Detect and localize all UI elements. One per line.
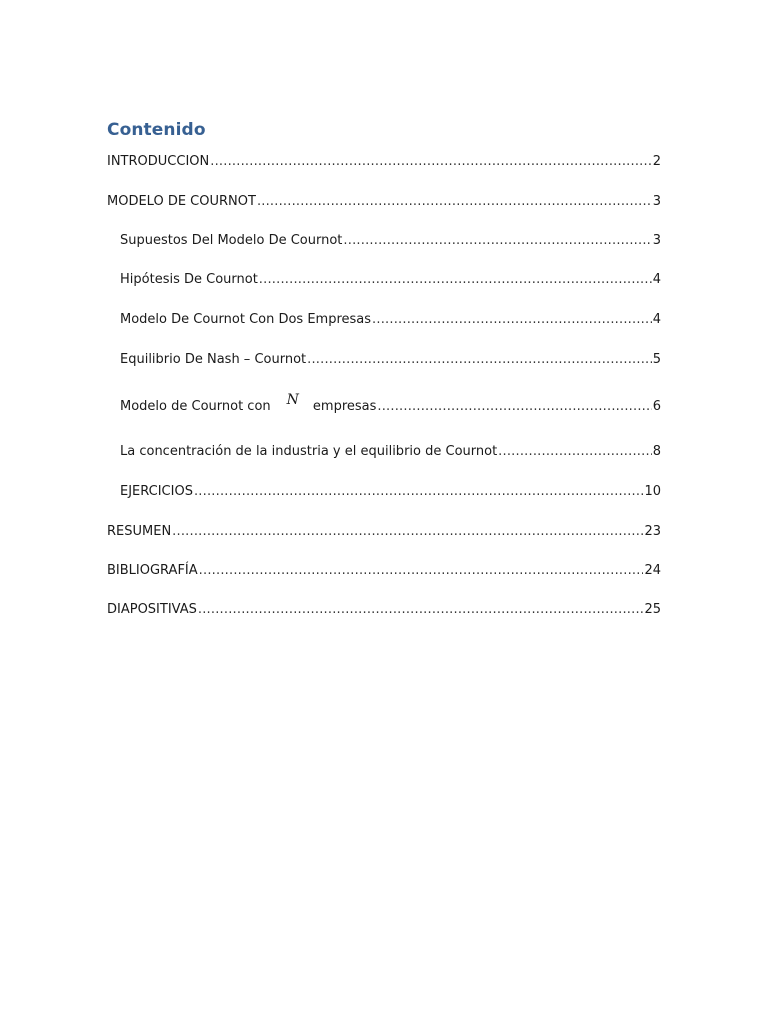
toc-entry-bibliografia[interactable] [107, 563, 661, 579]
toc-entry-page: 5 [652, 352, 661, 367]
toc-entry-title: Supuestos Del Modelo De Cournot [120, 233, 343, 248]
toc-entry-title [120, 392, 377, 415]
dot-leader [343, 233, 651, 249]
toc-entry-concentracion[interactable] [120, 444, 661, 460]
toc-entry-resumen[interactable] [107, 524, 661, 540]
dot-leader [172, 524, 643, 540]
dot-leader [257, 194, 652, 210]
toc-entry-page: 2 [652, 154, 661, 169]
toc-entry-hipotesis[interactable] [120, 272, 661, 288]
toc-entry-introduccion[interactable] [107, 154, 661, 170]
toc-entry-page: 4 [652, 272, 661, 287]
toc-entry-page: 23 [644, 524, 661, 539]
toc-entry-title: RESUMEN [107, 524, 172, 539]
toc-entry-page: 8 [652, 444, 661, 459]
toc-entry-page: 4 [652, 312, 661, 327]
dot-leader [307, 352, 652, 368]
dot-leader [199, 563, 644, 579]
toc-entry-title: MODELO DE COURNOT [107, 194, 256, 209]
dot-leader [194, 484, 643, 500]
toc-entry-title-after: empresas [312, 399, 377, 414]
toc-entry-title: La concentración de la industria y el equilibrio de Cournot [120, 444, 498, 459]
dot-leader [372, 312, 652, 328]
toc-entry-equilibrio-nash[interactable] [120, 352, 661, 368]
dot-leader [377, 399, 651, 415]
toc-entry-title: EJERCICIOS [120, 484, 193, 499]
toc-entry-title: DIAPOSITIVAS [107, 602, 197, 617]
toc-entry-supuestos[interactable] [120, 233, 661, 249]
toc-entry-page: 3 [652, 194, 661, 209]
toc-entry-page: 3 [652, 233, 661, 248]
toc-entry-title-before: Modelo de Cournot con [120, 399, 271, 414]
dot-leader [498, 444, 652, 460]
toc-entry-page: 10 [644, 484, 661, 499]
toc-entry-page: 24 [644, 563, 661, 578]
toc-entry-dos-empresas[interactable] [120, 312, 661, 328]
toc-entry-title: Modelo De Cournot Con Dos Empresas [120, 312, 372, 327]
dot-leader [198, 602, 644, 618]
toc-entry-n-empresas[interactable] [120, 392, 661, 414]
toc-heading: Contenido [107, 120, 206, 140]
toc-entry-modelo-de-cournot[interactable] [107, 194, 661, 210]
toc-entry-title: BIBLIOGRAFÍA [107, 563, 198, 578]
toc-entry-title: INTRODUCCION [107, 154, 210, 169]
toc-entry-title: Equilibrio De Nash – Cournot [120, 352, 307, 367]
toc-entry-title: Hipótesis De Cournot [120, 272, 258, 287]
toc-entry-page: 6 [652, 399, 661, 414]
dot-leader [210, 154, 651, 170]
dot-leader [259, 272, 652, 288]
toc-entry-ejercicios[interactable] [120, 484, 661, 500]
math-variable-n: N [286, 392, 299, 408]
toc-entry-diapositivas[interactable] [107, 602, 661, 618]
toc-entry-page: 25 [644, 602, 661, 617]
